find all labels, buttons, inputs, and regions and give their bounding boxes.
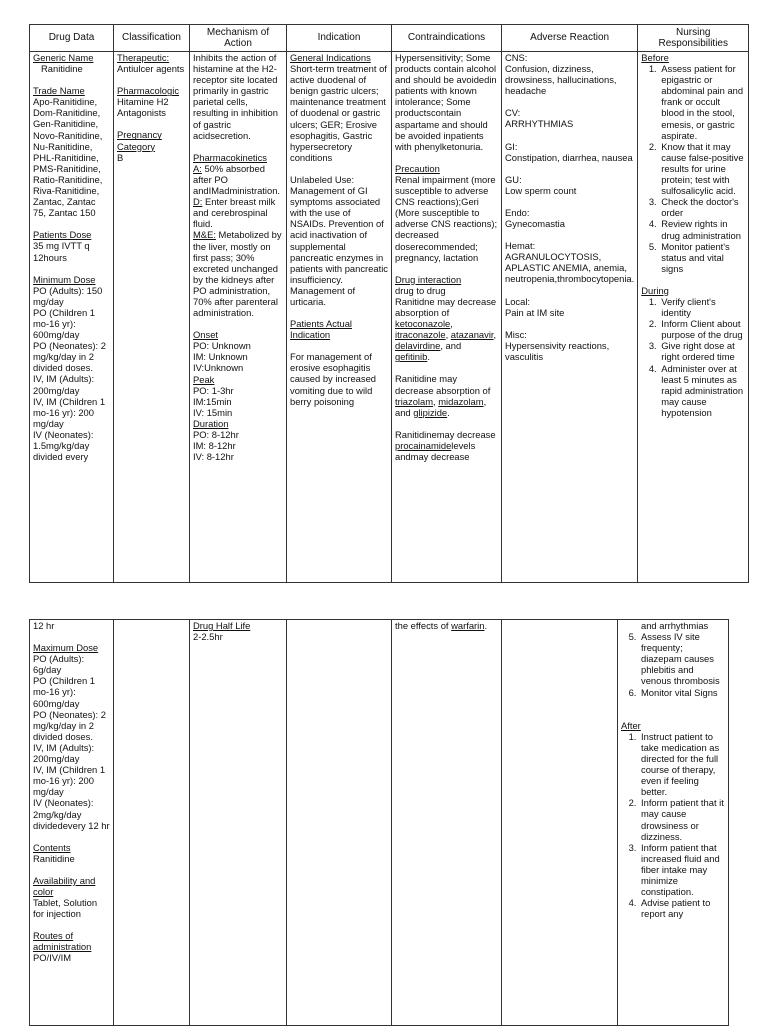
glipizide: glipizide	[413, 406, 448, 418]
patients-dose-heading: Patients Dose	[33, 229, 92, 241]
adverse-cv: CV: ARRHYTHMIAS	[505, 107, 574, 130]
drug-data-cell	[30, 620, 114, 1026]
header-row	[30, 25, 749, 52]
list-item: 4. Administer over at least 5 minutes as rapid administration may cause hypotension	[659, 363, 745, 418]
minimum-dose-heading: Minimum Dose	[33, 273, 96, 285]
onset-heading: Onset	[193, 329, 219, 341]
before-heading: Before	[641, 52, 669, 63]
adverse-reaction-cell	[502, 620, 618, 1026]
warfarin: warfarin	[451, 620, 485, 631]
nursing-cell	[618, 620, 729, 1026]
drug-data-cell	[30, 52, 114, 583]
routes: PO/IV/IM	[33, 952, 72, 964]
availability: Tablet, Solution for injection	[33, 897, 98, 920]
distribution-label: D:	[193, 196, 203, 208]
duration: PO: 8-12hr IM: 8-12hr IV: 8-12hr	[193, 429, 239, 463]
pharmacologic-heading: Pharmacologic	[117, 85, 180, 97]
during-list-continued	[621, 631, 725, 698]
adverse-local: Local: Pain at IM site	[505, 295, 565, 318]
actual-indication: For management of erosive esophagitis caused by increased vomiting due to wild berry poisoning	[290, 351, 376, 407]
trade-names: Apo-Ranitidine, Dom-Ranitidine, Gen-Ranitidine, Novo-Ranitidine, Nu-Ranitidine, PHL-Ranitidine, PMS-Ranitidine, Ratio-Ranitidine, Riva-Ranitidine, Zantac, Zantac 75, Zantac 150	[33, 96, 103, 219]
list-item: 1. Assess patient for epigastric or abdominal pain and frank or occult blood in the stool, emesis, or gastric aspirate.	[659, 63, 745, 141]
header-classification: Classification	[114, 25, 190, 52]
list-item: 3. Inform patient that increased fluid and fiber intake may minimize constipation.	[639, 842, 725, 897]
pharmacokinetics-heading: Pharmacokinetics	[193, 151, 267, 163]
onset: PO: Unknown IM: Unknown IV:Unknown	[193, 340, 251, 374]
during-continued: and arrhythmias	[641, 620, 709, 631]
routes-heading: Routes of administration	[33, 930, 92, 953]
availability-heading: Availability and color	[33, 874, 96, 897]
peak: PO: 1-3hr IM:15min IV: 15min	[193, 384, 234, 418]
me-label: M&E:	[193, 229, 216, 241]
ketoconazole: ketoconazole	[395, 318, 451, 330]
therapeutic-class: Antiulcer agents	[117, 63, 185, 75]
duration-heading: Duration	[193, 417, 229, 429]
half-life: 2-2.5hr	[193, 631, 223, 643]
list-item: 2. Inform Client about purpose of the drug	[659, 318, 745, 340]
indication-cell	[287, 52, 392, 583]
content-row	[30, 52, 749, 583]
drug-study-table-page-1	[29, 24, 749, 583]
unlabeled-use: Unlabeled Use: Management of GI symptoms associated with the use of NSAIDs. Prevention of acid inactivation of supplemental pancreatic enzymes in patients with pancreatic insufficiency. Management of urticaria.	[290, 173, 388, 307]
delavirdine: delavirdine	[395, 340, 441, 352]
generic-name: Ranitidine	[41, 63, 83, 75]
absorption-label: A:	[193, 162, 202, 174]
contents: Ranitidine	[33, 852, 75, 864]
adverse-gi: GI: Constipation, diarrhea, nausea	[505, 140, 633, 163]
list-item: 6. Monitor vital Signs	[639, 687, 725, 698]
list-item: 2. Inform patient that it may cause drowsiness or dizziness.	[639, 797, 725, 841]
list-item: 1. Instruct patient to take medication as directed for the full course of therapy, even if feeling better.	[639, 731, 725, 798]
drug-interaction-2: Ranitidine may decrease absorption of triazolam, midazolam, and glipizide.	[395, 373, 491, 418]
before-list	[641, 63, 745, 274]
after-list	[621, 731, 725, 920]
triazolam: triazolam	[395, 395, 434, 407]
header-adverse-reaction: Adverse Reaction	[502, 25, 638, 52]
list-item: 2. Know that it may cause false-positive results for urine protein; test with sulfosalicylic acid.	[659, 141, 745, 196]
drug-interaction-heading: Drug interaction	[395, 273, 462, 285]
list-item: 5. Monitor patient's status and vital signs	[659, 241, 745, 274]
nursing-cell	[638, 52, 749, 583]
header-mechanism: Mechanism of Action	[190, 25, 287, 52]
after-heading: After	[621, 719, 641, 731]
classification-cell	[114, 52, 190, 583]
list-item: 4. Review rights in drug administration	[659, 218, 745, 240]
pregnancy-category-heading: Pregnancy Category	[117, 129, 162, 152]
list-item: 4. Advise patient to report any	[639, 897, 725, 919]
trade-name-heading: Trade Name	[33, 85, 85, 97]
absorption: A: 50% absorbed after PO andIMadministration.	[193, 162, 281, 197]
header-contraindications: Contraindications	[392, 25, 502, 52]
metabolism-excretion: M&E: Metabolized by the liver, mostly on first pass; 30% excreted unchanged by the kidneys after PO administration, 70% after parenteral administration.	[193, 229, 282, 319]
contraindications-cell	[392, 52, 502, 583]
mechanism-text: Inhibits the action of histamine at the H2-receptor site located primarily in gastric parietal cells, resulting in inhibition of gastric acidsecretion.	[193, 52, 278, 141]
drug-interaction-3: Ranitidinemay decrease procainamidelevels andmay decrease	[395, 428, 496, 462]
classification-cell	[114, 620, 190, 1026]
pharmacologic-class: Hitamine H2 Antagonists	[117, 96, 169, 119]
content-row	[30, 620, 729, 1026]
midazolam: midazolam	[438, 395, 484, 407]
minimum-dose: PO (Adults): 150 mg/day PO (Children 1 mo-16 yr): 600mg/day PO (Neonates): 2 mg/kg/day in 2 divided doses. IV, IM (Adults): 200mg/day IV, IM (Children 1 mo-16 yr): 200 mg/day IV (Neonates): 1.5mg/kg/day divided every	[33, 284, 106, 463]
maximum-dose: PO (Adults): 6g/day PO (Children 1 mo-16 yr): 600mg/day PO (Neonates): 2 mg/kg/day in 2 divided doses. IV, IM (Adults): 200mg/day IV, IM (Children 1 mo-16 yr): 200 mg/day IV (Neonates): 2mg/kg/day dividedevery 12 hr	[33, 653, 110, 831]
pregnancy-category: B	[117, 151, 124, 163]
mechanism-cell	[190, 52, 287, 583]
contraindications-cell	[392, 620, 502, 1026]
therapeutic-heading: Therapeutic:	[117, 52, 170, 63]
adverse-endo: Endo: Gynecomastia	[505, 206, 565, 230]
adverse-gu: GU: Low sperm count	[505, 173, 577, 196]
adverse-misc: Misc: Hypersensivity reactions, vasculitis	[505, 328, 610, 362]
during-list	[641, 296, 745, 418]
during-heading: During	[641, 284, 669, 296]
gefitinib: gefitinib	[395, 351, 428, 363]
precaution: Renal impairment (more susceptible to adverse CNS reactions);Geri (More susceptible to adverse CNS reactions); decreased doserecommended; pregnancy, lactation	[395, 173, 498, 263]
drug-study-table-page-2	[29, 619, 729, 1026]
dose-continued: 12 hr	[33, 620, 55, 631]
indication-cell	[287, 620, 392, 1026]
drug-interaction-1: drug to drug Ranitidne may decrease absorption of ketoconazole, itraconazole, atazanavir, delavirdine, and gefitinib.	[395, 284, 497, 363]
list-item: 3. Give right dose at right ordered time	[659, 340, 745, 362]
contents-heading: Contents	[33, 841, 71, 853]
header-indication: Indication	[287, 25, 392, 52]
header-nursing: Nursing Responsibilities	[638, 25, 749, 52]
distribution: D: Enter breast milk and cerebrospinal fluid.	[193, 196, 276, 230]
list-item: 5. Assess IV site frequenty; diazepam causes phlebitis and venous thrombosis	[639, 631, 725, 686]
general-indications-heading: General Indications	[290, 52, 371, 63]
contraindications: Hypersensitivity; Some products contain alcohol and should be avoidedin patients with known intolerance; Some productscontain aspartame and should be avoided inpatients with phenylketonuria.	[395, 52, 497, 152]
adverse-reaction-cell	[502, 52, 638, 583]
precaution-heading: Precaution	[395, 162, 440, 174]
list-item: 1. Verify client's identity	[659, 296, 745, 318]
mechanism-cell	[190, 620, 287, 1026]
half-life-heading: Drug Half Life	[193, 620, 251, 631]
general-indications: Short-term treatment of active duodenal of benign gastric ulcers; maintenance treatment of duodenal or gastric ulcers; GER; Erosive esophagitis, Gastric hypersecretory conditions	[290, 63, 387, 163]
procainamide: procainamide	[395, 439, 452, 451]
itraconazole: itraconazole	[395, 329, 446, 341]
peak-heading: Peak	[193, 373, 215, 385]
list-item: 3. Check the doctor's order	[659, 196, 745, 218]
maximum-dose-heading: Maximum Dose	[33, 642, 99, 654]
header-drug-data: Drug Data	[30, 25, 114, 52]
interaction-continued: the effects of warfarin.	[395, 620, 488, 631]
patients-dose: 35 mg IVTT q 12hours	[33, 240, 90, 263]
adverse-cns: CNS: Confusion, dizziness, drowsiness, hallucinations, headache	[505, 52, 617, 97]
generic-name-heading: Generic Name	[33, 52, 94, 63]
adverse-hemat: Hemat: AGRANULOCYTOSIS, APLASTIC ANEMIA, anemia, neutropenia,thrombocytopenia.	[505, 240, 635, 285]
atazanavir: atazanavir	[450, 329, 494, 341]
actual-indication-heading: Patients Actual Indication	[290, 318, 353, 341]
